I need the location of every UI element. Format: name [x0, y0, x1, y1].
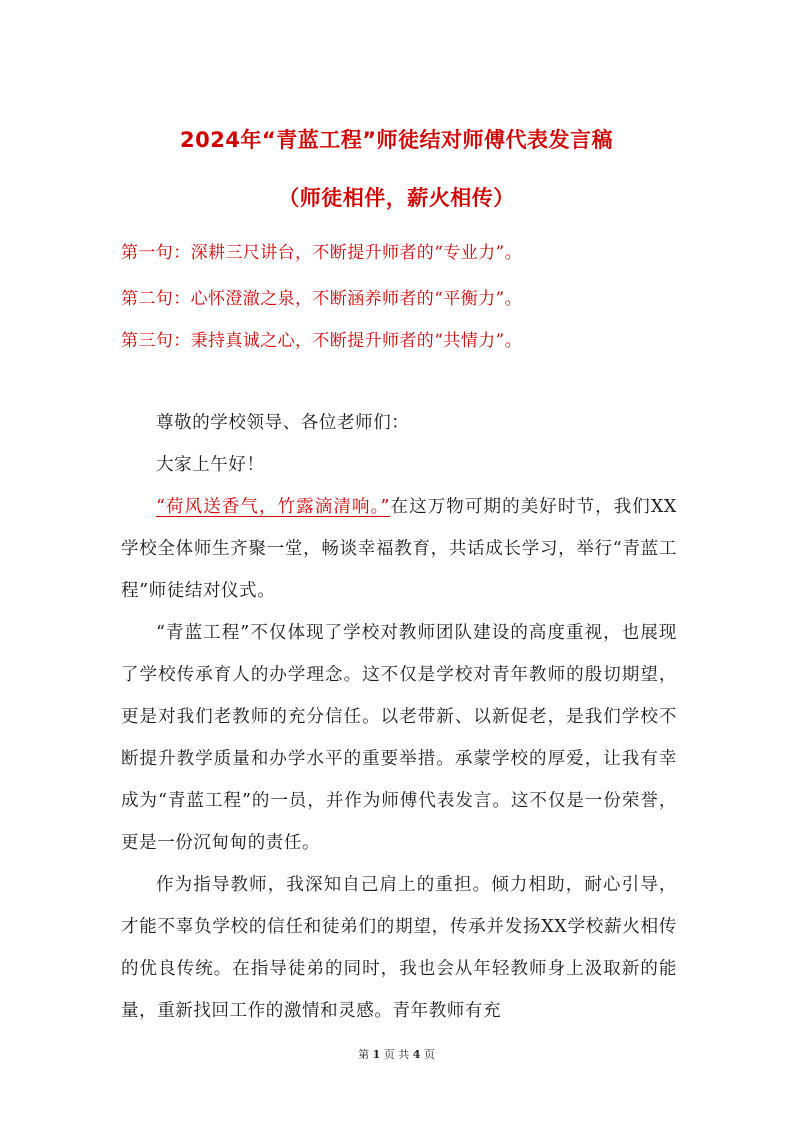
paragraph-3: 作为指导教师，我深知自己肩上的重担。倾力相助，耐心引导，才能不辜负学校的信任和徒弟们的期望，传承并发扬XX学校薪火相传的优良传统。在指导徒弟的同时，我也会从年轻教师身上汲取新的能量，重新找回工作的激情和灵感。青年教师有充	[121, 875, 677, 1021]
page-footer	[0, 1046, 793, 1062]
salutation: 大家上午好！	[156, 455, 265, 475]
lead-line-2: 第二句：心怀澄澈之泉，不断涵养师者的“平衡力”。	[121, 289, 522, 309]
footer-total-pages: 4	[412, 1048, 421, 1061]
footer-prefix: 第	[358, 1048, 370, 1061]
speech-body	[121, 402, 677, 1032]
footer-page-number: 1	[372, 1048, 381, 1061]
paragraph-1	[121, 486, 677, 612]
lead-line-1: 第一句：深耕三尺讲台，不断提升师者的“专业力”。	[121, 243, 522, 263]
footer-suffix: 页	[423, 1048, 435, 1061]
footer-middle: 页 共	[383, 1048, 410, 1061]
greeting: 尊敬的学校领导、各位老师们：	[156, 413, 410, 433]
page-title: 2024年“青蓝工程”师徒结对师傅代表发言稿	[179, 128, 614, 152]
poem-quote: “荷风送香气，竹露滴清响。”	[156, 497, 391, 517]
lead-line-3: 第三句：秉持真诚之心，不断提升师者的“共情力”。	[121, 331, 522, 351]
page-subtitle: （师徒相伴，薪火相传）	[278, 186, 515, 210]
paragraph-1-text: 在这万物可期的美好时节，我们XX学校全体师生齐聚一堂，畅谈幸福教育，共话成长学习，举行“青蓝工程”师徒结对仪式。	[121, 497, 677, 601]
paragraph-2: “青蓝工程”不仅体现了学校对教师团队建设的高度重视，也展现了学校传承育人的办学理念。这不仅是学校对青年教师的殷切期望，更是对我们老教师的充分信任。以老带新、以新促老，是我们学校不断提升教学质量和办学水平的重要举措。承蒙学校的厚爱，让我有幸成为“青蓝工程”的一员，并作为师傅代表发言。这不仅是一份荣誉，更是一份沉甸甸的责任。	[121, 623, 677, 853]
